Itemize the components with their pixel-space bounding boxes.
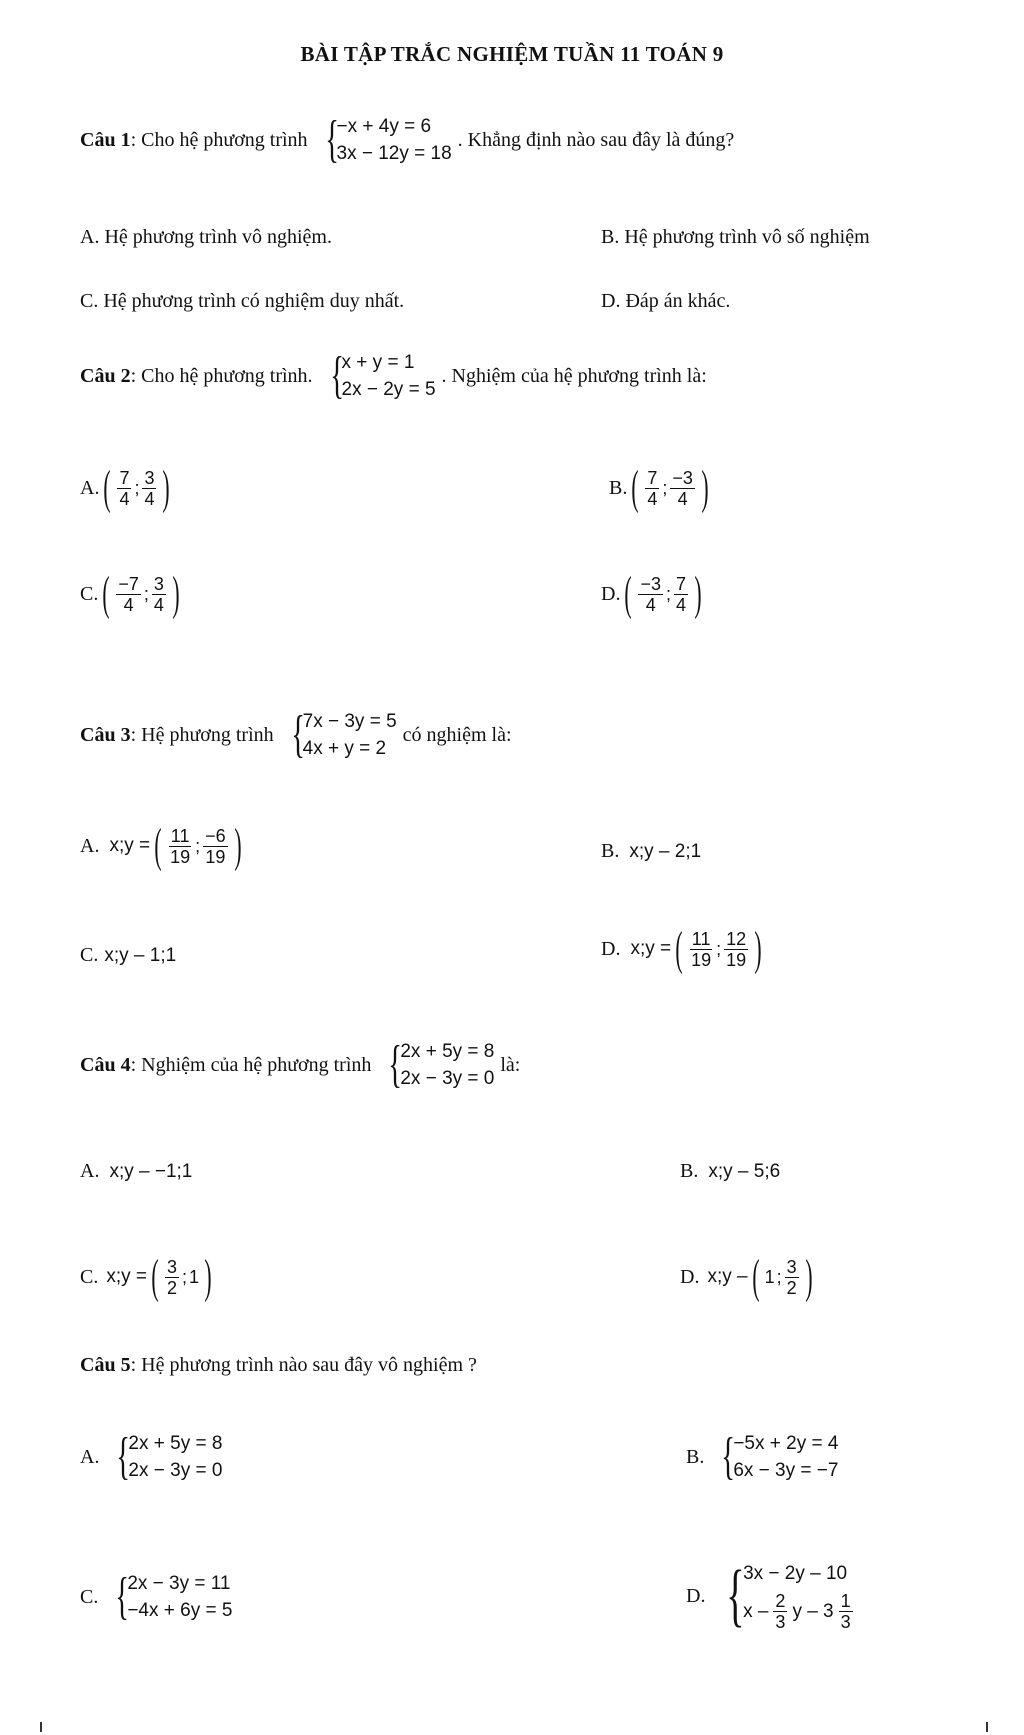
option-c[interactable] xyxy=(80,1570,238,1624)
option-label: C. xyxy=(80,1265,99,1288)
option-a[interactable] xyxy=(80,1160,192,1183)
left-brace-icon: { xyxy=(388,1036,403,1093)
option-label: D. xyxy=(601,937,621,960)
equation: x – $\frac{2}{3}$ y – 3 $\frac{1}{3}$ xyxy=(743,1591,851,1632)
option-b[interactable] xyxy=(680,1160,780,1183)
equation-system xyxy=(377,1038,494,1092)
option-a[interactable] xyxy=(80,819,246,872)
fraction-pair: ( 1 ; $\frac{3}{2}$ ) xyxy=(751,1250,813,1303)
equation: 3x − 2y – 10 xyxy=(743,1563,848,1584)
question-text: . Nghiệm của hệ phương trình là: xyxy=(441,364,707,387)
option-label: A. xyxy=(80,476,100,499)
left-brace-icon: { xyxy=(290,706,305,763)
option-label: C. xyxy=(80,944,99,966)
equation-system xyxy=(104,1570,232,1624)
option-label: D. xyxy=(686,1584,706,1607)
left-brace-icon: { xyxy=(115,1568,130,1625)
option-label: C. xyxy=(80,1585,99,1608)
option-label: D. xyxy=(680,1265,700,1288)
page-edge-mark xyxy=(986,1722,988,1732)
equation: 4x + y = 2 xyxy=(302,738,387,759)
question-4-label: Câu 4: Nghiệm của hệ phương trình xyxy=(80,1053,372,1076)
option-a[interactable] xyxy=(80,461,174,514)
question-5 xyxy=(80,1354,477,1377)
fraction-pair: ( $\frac{3}{2}$ ; 1 ) xyxy=(151,1250,212,1303)
equation: 2x − 3y = 11 xyxy=(127,1573,231,1594)
equation: 2x − 3y = 0 xyxy=(400,1068,495,1089)
math-expression: x;y = xyxy=(630,938,672,959)
left-brace-icon: { xyxy=(116,1428,131,1485)
equation: 3x − 12y = 18 xyxy=(336,143,452,164)
left-brace-icon: { xyxy=(329,347,344,404)
option-d[interactable] xyxy=(601,567,706,620)
equation: 2x − 3y = 0 xyxy=(128,1460,223,1481)
option-a[interactable]: A. Hệ phương trình vô nghiệm. xyxy=(80,226,332,248)
option-label: B. xyxy=(680,1160,699,1182)
fraction-pair: ( $\frac{7}{4}$ ; $\frac{3}{4}$ ) xyxy=(103,461,171,514)
option-d[interactable] xyxy=(680,1250,817,1303)
equation-system xyxy=(711,1557,854,1634)
option-label: D. xyxy=(601,582,621,605)
fraction-pair: ( $\frac{-7}{4}$ ; $\frac{3}{4}$ ) xyxy=(102,567,180,620)
equation: −4x + 6y = 5 xyxy=(127,1600,233,1621)
equation: 7x − 3y = 5 xyxy=(302,711,397,732)
left-brace-icon: { xyxy=(721,1428,736,1485)
math-expression: x;y – −1;1 xyxy=(109,1160,193,1182)
question-3-label: Câu 3: Hệ phương trình xyxy=(80,723,274,746)
fraction-pair: ( $\frac{11}{19}$ ; $\frac{-6}{19}$ ) xyxy=(154,819,242,872)
equation-system xyxy=(710,1430,838,1484)
equation: −5x + 2y = 4 xyxy=(733,1433,839,1454)
math-expression: x;y = xyxy=(106,1266,147,1287)
question-2-label: Câu 2: Cho hệ phương trình. xyxy=(80,364,313,387)
option-c[interactable] xyxy=(80,1250,216,1303)
equation: 6x − 3y = −7 xyxy=(733,1460,839,1481)
option-label: B. xyxy=(601,840,620,862)
page-title: BÀI TẬP TRẮC NGHIỆM TUẦN 11 TOÁN 9 xyxy=(300,42,724,66)
option-label: A. xyxy=(80,834,100,857)
question-text: . Khẳng định nào sau đây là đúng? xyxy=(457,128,735,151)
option-c[interactable]: C. Hệ phương trình có nghiệm duy nhất. xyxy=(80,290,405,312)
question-5-label: Câu 5: Hệ phương trình nào sau đây vô nghiệm ? xyxy=(80,1354,477,1376)
option-b[interactable] xyxy=(609,461,713,514)
option-b[interactable]: B. Hệ phương trình vô số nghiệm xyxy=(601,226,870,248)
equation-system xyxy=(105,1430,222,1484)
option-d[interactable] xyxy=(601,922,766,975)
page-edge-mark xyxy=(40,1722,42,1732)
question-3 xyxy=(80,708,512,762)
question-1 xyxy=(80,113,734,167)
option-label: B. xyxy=(686,1445,705,1468)
question-4 xyxy=(80,1038,520,1092)
equation-system xyxy=(314,113,452,167)
option-a[interactable] xyxy=(80,1430,228,1484)
question-2 xyxy=(80,349,707,403)
question-text: là: xyxy=(500,1053,521,1076)
option-d[interactable]: D. Đáp án khác. xyxy=(601,290,731,312)
option-b[interactable] xyxy=(686,1430,844,1484)
option-b[interactable] xyxy=(601,840,701,863)
left-brace-icon: { xyxy=(726,1557,746,1634)
question-text: có nghiệm là: xyxy=(402,723,512,746)
option-c[interactable] xyxy=(80,944,176,967)
option-label: A. xyxy=(80,1160,100,1182)
left-brace-icon: { xyxy=(324,111,339,168)
math-expression: x;y = xyxy=(109,835,151,856)
option-c[interactable] xyxy=(80,567,184,620)
math-expression: x;y – xyxy=(707,1266,748,1287)
option-label: B. xyxy=(609,476,628,499)
option-d[interactable] xyxy=(686,1557,861,1634)
fraction-pair: ( $\frac{11}{19}$ ; $\frac{12}{19}$ ) xyxy=(675,922,762,975)
equation: 2x + 5y = 8 xyxy=(400,1041,495,1062)
question-1-label: Câu 1: Cho hệ phương trình xyxy=(80,128,308,151)
math-expression: x;y – 5;6 xyxy=(708,1160,781,1182)
fraction-pair: ( $\frac{7}{4}$ ; $\frac{-3}{4}$ ) xyxy=(631,461,709,514)
equation-system xyxy=(319,349,436,403)
math-expression: x;y – 2;1 xyxy=(629,840,702,862)
fraction-pair: ( $\frac{-3}{4}$ ; $\frac{7}{4}$ ) xyxy=(624,567,702,620)
equation: 2x − 2y = 5 xyxy=(341,379,436,400)
math-expression: x;y – 1;1 xyxy=(104,944,177,966)
equation: x + y = 1 xyxy=(341,352,415,373)
equation: −x + 4y = 6 xyxy=(336,116,432,137)
equation-system xyxy=(280,708,397,762)
equation: 2x + 5y = 8 xyxy=(128,1433,223,1454)
option-label: A. xyxy=(80,1445,100,1468)
option-label: C. xyxy=(80,582,99,605)
